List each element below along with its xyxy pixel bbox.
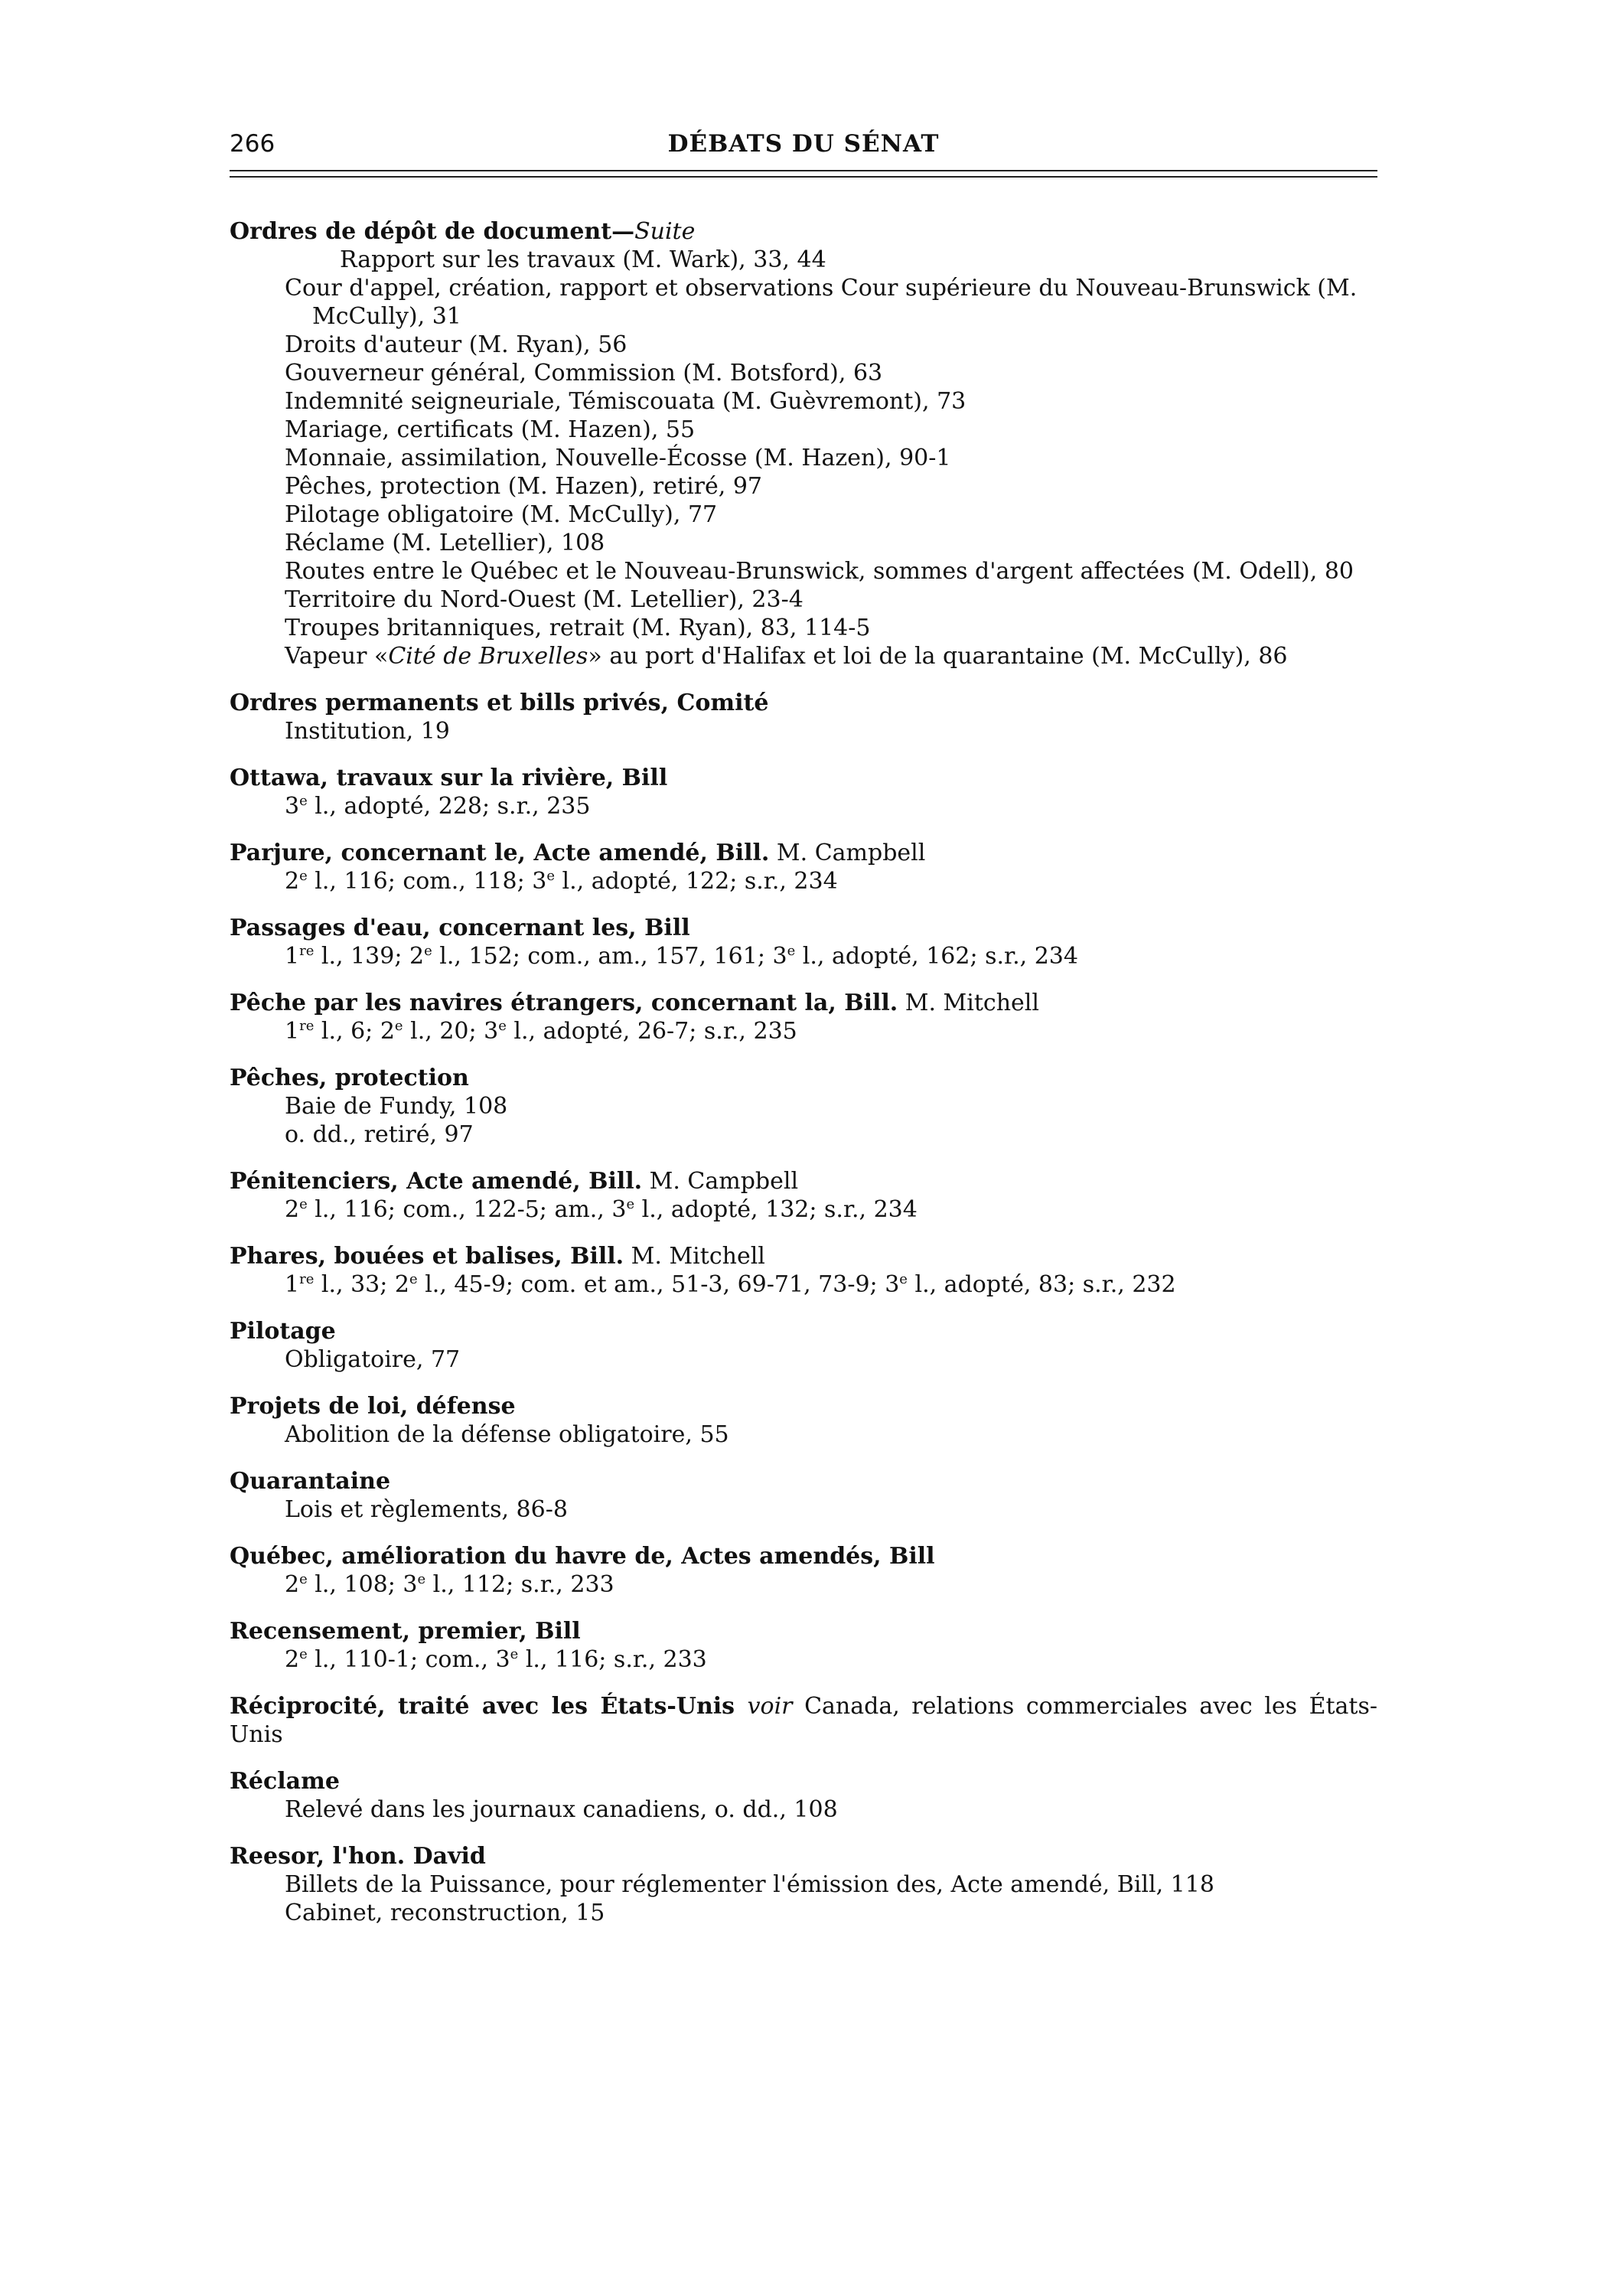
index-entry [230,1167,1377,1224]
entry-heading: Ordres de dépôt de document—Suite [230,218,696,245]
entry-heading: Parjure, concernant le, Acte amendé, Bill. M. Campbell [230,840,926,866]
entry-subitem: Vapeur «Cité de Bruxelles» au port d'Halifax et loi de la quarantaine (M. McCully), 86 [285,643,1288,670]
entry-subitem: Troupes britanniques, retrait (M. Ryan), 83, 114-5 [285,615,871,641]
entry-heading: Québec, amélioration du havre de, Actes amendés, Bill [230,1543,935,1570]
entry-subitem: Droits d'auteur (M. Ryan), 56 [285,331,627,358]
entry-heading: Passages d'eau, concernant les, Bill [230,915,690,941]
entry-heading: Pêches, protection [230,1065,469,1091]
entry-subitem: 2e l., 110-1; com., 3e l., 116; s.r., 233 [285,1646,707,1673]
running-title: DÉBATS DU SÉNAT [667,130,940,158]
entry-heading: Reesor, l'hon. David [230,1843,486,1870]
entry-subitem: Mariage, certificats (M. Hazen), 55 [285,416,696,443]
entry-subitem: 2e l., 108; 3e l., 112; s.r., 233 [285,1571,614,1598]
index-entry [230,1617,1377,1674]
entry-subitem: 1re l., 33; 2e l., 45-9; com. et am., 51-3, 69-71, 73-9; 3e l., adopté, 83; s.r., 232 [285,1271,1176,1298]
running-header [230,130,1377,167]
index-entry [230,689,1377,745]
index-entry [230,1392,1377,1449]
index-entry [230,1692,1377,1749]
entry-subitem: Territoire du Nord-Ouest (M. Letellier), 23-4 [285,586,804,613]
index-entry [230,1242,1377,1299]
entry-subitem: 2e l., 116; com., 122-5; am., 3e l., adopté, 132; s.r., 234 [285,1196,918,1223]
entry-subitem: Cour d'appel, création, rapport et observations Cour supérieure du Nouveau-Brunswick (M. McCully), 31 [285,275,1358,330]
index-entries [230,217,1377,1945]
entry-heading: Pêche par les navires étrangers, concernant la, Bill. M. Mitchell [230,990,1039,1016]
entry-subitem: Institution, 19 [285,718,450,745]
entry-heading: Pilotage [230,1318,336,1345]
entry-subitem: Lois et règlements, 86-8 [285,1496,568,1523]
entry-heading: Réciprocité, traité avec les États-Unis voir Canada, relations commerciales avec les États-Unis [230,1693,1378,1748]
entry-heading: Recensement, premier, Bill [230,1618,581,1645]
entry-subitem: o. dd., retiré, 97 [285,1121,474,1148]
entry-subitem: Pêches, protection (M. Hazen), retiré, 97 [285,473,763,500]
index-page [230,130,1378,1926]
entry-subitem: Pilotage obligatoire (M. McCully), 77 [285,501,718,528]
entry-subitem: Réclame (M. Letellier), 108 [285,530,605,556]
index-entry [230,1767,1377,1824]
entry-subitem: Abolition de la défense obligatoire, 55 [285,1421,729,1448]
index-entry [230,839,1377,895]
entry-heading: Ottawa, travaux sur la rivière, Bill [230,765,668,791]
index-entry [230,989,1377,1045]
entry-heading: Quarantaine [230,1468,391,1495]
header-rule [230,170,1377,171]
index-entry [230,217,1377,670]
entry-subitem: Routes entre le Québec et le Nouveau-Brunswick, sommes d'argent affectées (M. Odell), 80 [285,558,1354,585]
entry-subitem: Gouverneur général, Commission (M. Botsford), 63 [285,360,883,386]
index-entry [230,1064,1377,1149]
index-entry [230,1842,1377,1927]
entry-subitem: Rapport sur les travaux (M. Wark), 33, 44 [340,246,826,273]
entry-subitem: Baie de Fundy, 108 [285,1093,508,1120]
entry-subitem: 3e l., adopté, 228; s.r., 235 [285,793,591,820]
entry-subitem: Relevé dans les journaux canadiens, o. dd., 108 [285,1796,838,1823]
entry-subitem: Indemnité seigneuriale, Témiscouata (M. Guèvremont), 73 [285,388,966,415]
entry-subitem: 1re l., 6; 2e l., 20; 3e l., adopté, 26-7; s.r., 235 [285,1018,797,1045]
entry-heading: Phares, bouées et balises, Bill. M. Mitchell [230,1243,765,1270]
header-rule [230,176,1377,178]
entry-subitem: Cabinet, reconstruction, 15 [285,1900,605,1926]
entry-subitem: Obligatoire, 77 [285,1346,461,1373]
page-number: 266 [230,130,275,158]
entry-subitem: Billets de la Puissance, pour réglementer l'émission des, Acte amendé, Bill, 118 [285,1871,1214,1898]
index-entry [230,914,1377,970]
entry-heading: Projets de loi, défense [230,1393,516,1420]
index-entry [230,1542,1377,1599]
entry-subitem: 1re l., 139; 2e l., 152; com., am., 157, 161; 3e l., adopté, 162; s.r., 234 [285,943,1078,970]
index-entry [230,1317,1377,1374]
entry-heading: Pénitenciers, Acte amendé, Bill. M. Campbell [230,1168,799,1195]
entry-heading: Réclame [230,1768,340,1795]
entry-subitem: 2e l., 116; com., 118; 3e l., adopté, 122; s.r., 234 [285,868,838,895]
entry-heading: Ordres permanents et bills privés, Comité [230,690,769,716]
index-entry [230,1467,1377,1524]
entry-subitem: Monnaie, assimilation, Nouvelle-Écosse (M. Hazen), 90-1 [285,445,951,471]
index-entry [230,764,1377,820]
